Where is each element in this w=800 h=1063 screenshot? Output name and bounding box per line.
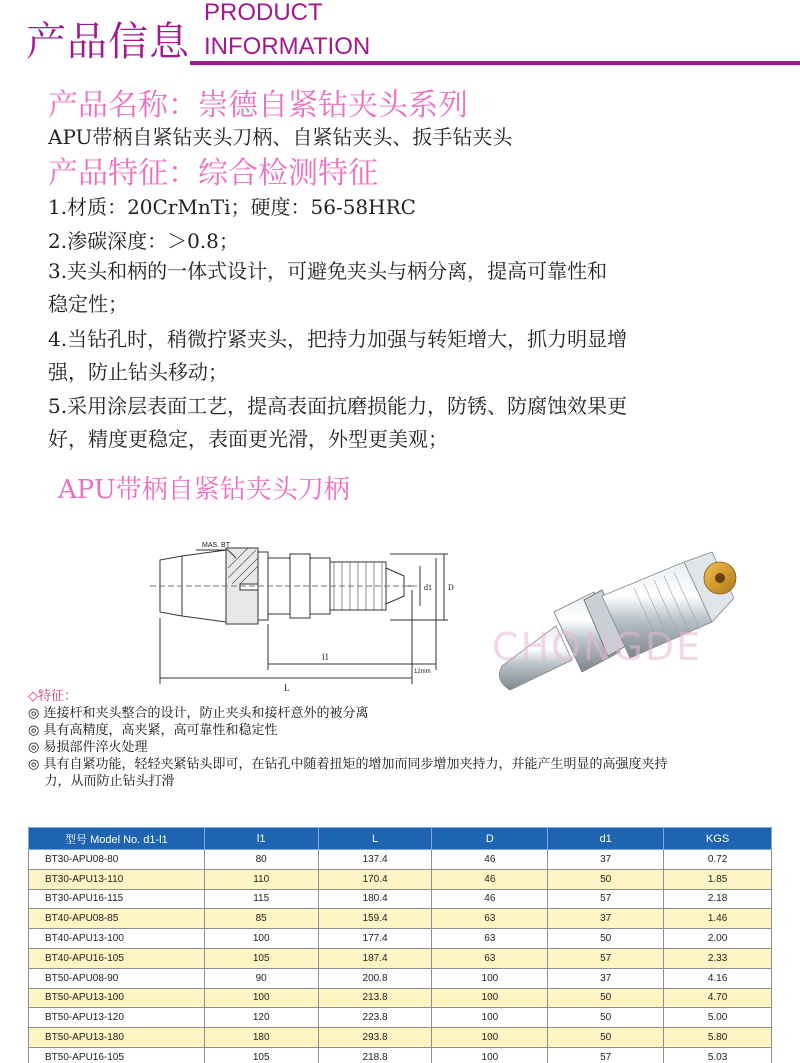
l1-label: l1 [322,652,330,662]
column-header-kgs: KGS [664,828,772,850]
table-row [29,889,772,909]
column-header-d: D [432,828,548,850]
cell-d1: 50 [548,869,664,889]
mm-label: 12mm [414,669,431,675]
header-title-en-line1: PRODUCT [204,0,323,26]
table-row [29,948,772,968]
table-row [29,850,772,870]
cell-l: 213.8 [318,988,432,1008]
cell-l: 187.4 [318,948,432,968]
spec-feature-item: ◎ 易损部件淬火处理 [28,740,148,755]
table-row [29,968,772,988]
table-row [29,1008,772,1028]
cell-model: BT30-APU08-80 [29,850,205,870]
cell-model: BT50-APU13-120 [29,1008,205,1028]
cell-model: BT50-APU13-180 [29,1028,205,1048]
cell-kgs: 5.80 [664,1028,772,1048]
feature-line: 稳定性； [48,292,128,316]
cell-l1: 115 [204,889,318,909]
cell-d1: 50 [548,988,664,1008]
cell-l1: 90 [204,968,318,988]
cell-l: 159.4 [318,909,432,929]
cell-l1: 85 [204,909,318,929]
spec-feature-item: 力，从而防止钻头打滑 [28,774,175,789]
table-row [29,1047,772,1063]
cell-d: 46 [432,850,548,870]
cell-model: BT50-APU08-90 [29,968,205,988]
d-label: D [448,583,454,592]
cell-d1: 50 [548,929,664,949]
feature-line: 2.渗碳深度：＞0.8； [48,229,239,253]
spec-feature-item: ◎ 具有高精度，高夹紧，高可靠性和稳定性 [28,723,278,738]
cell-d: 46 [432,889,548,909]
cell-kgs: 0.72 [664,850,772,870]
cell-d1: 57 [548,889,664,909]
cell-d1: 50 [548,1028,664,1048]
cell-d1: 57 [548,948,664,968]
cell-d: 63 [432,929,548,949]
cell-d: 100 [432,1047,548,1063]
cell-model: BT30-APU16-115 [29,889,205,909]
cell-kgs: 2.18 [664,889,772,909]
cell-l: 293.8 [318,1028,432,1048]
cell-model: BT40-APU16-105 [29,948,205,968]
column-header-l: L [318,828,432,850]
section-title: APU带柄自紧钻夹头刀柄 [58,475,350,505]
cell-l1: 110 [204,869,318,889]
cell-l: 200.8 [318,968,432,988]
cell-kgs: 2.33 [664,948,772,968]
feature-line: 好，精度更稳定，表面更光滑，外型更美观； [48,427,448,451]
feature-line: 1.材质：20CrMnTi；硬度：56-58HRC [48,195,416,219]
cell-l: 170.4 [318,869,432,889]
spec-feature-item: ◎ 连接杆和夹头整合的设计，防止夹头和接杆意外的被分离 [28,706,369,721]
cell-model: BT40-APU08-85 [29,909,205,929]
cell-kgs: 2.00 [664,929,772,949]
product-name-heading: 产品名称：崇德自紧钻夹头系列 [48,88,468,123]
cell-d1: 37 [548,909,664,929]
table-row [29,1028,772,1048]
cell-d1: 50 [548,1008,664,1028]
cell-d: 100 [432,1008,548,1028]
cell-d: 100 [432,1028,548,1048]
cell-l: 223.8 [318,1008,432,1028]
cell-l1: 180 [204,1028,318,1048]
l-label: L [284,683,290,693]
column-header-l1: l1 [204,828,318,850]
cell-kgs: 4.16 [664,968,772,988]
cell-d: 46 [432,869,548,889]
column-header-d1: d1 [548,828,664,850]
product-name-subline: APU带柄自紧钻夹头刀柄、自紧钻夹头、扳手钻夹头 [48,125,513,149]
cell-d: 63 [432,909,548,929]
d1-label: d1 [424,583,432,592]
page-header [0,0,800,72]
cell-kgs: 5.00 [664,1008,772,1028]
cell-model: BT30-APU13-110 [29,869,205,889]
header-title-cn: 产品信息 [26,19,190,65]
feature-line: 3.夹头和柄的一体式设计，可避免夹头与柄分离，提高可靠性和 [48,259,608,283]
cell-model: BT50-APU13-100 [29,988,205,1008]
feature-line: 强，防止钻头移动； [48,360,228,384]
cell-l1: 100 [204,929,318,949]
cell-l1: 105 [204,1047,318,1063]
product-features-heading: 产品特征：综合检测特征 [48,156,378,191]
table-row [29,869,772,889]
table-row [29,929,772,949]
cell-kgs: 1.85 [664,869,772,889]
cell-l: 218.8 [318,1047,432,1063]
cell-l: 137.4 [318,850,432,870]
cell-d1: 37 [548,850,664,870]
table-row [29,988,772,1008]
cell-d1: 57 [548,1047,664,1063]
table-header-row [29,828,772,850]
spec-features [28,688,800,790]
cell-model: BT50-APU16-105 [29,1047,205,1063]
table-row [29,909,772,929]
cell-d: 63 [432,948,548,968]
cell-d: 100 [432,968,548,988]
cell-l: 180.4 [318,889,432,909]
feature-line: 5.采用涂层表面工艺，提高表面抗磨损能力，防锈、防腐蚀效果更 [48,394,628,418]
cell-l1: 100 [204,988,318,1008]
header-title-en-line2: INFORMATION [204,33,371,60]
column-header-model: 型号 Model No. d1-l1 [29,828,205,850]
cell-l: 177.4 [318,929,432,949]
cell-model: BT40-APU13-100 [29,929,205,949]
spec-table [28,827,772,1063]
spec-features-title: ◇特征： [28,689,77,704]
header-underline [190,61,800,65]
spec-feature-item: ◎ 具有自紧功能，轻轻夹紧钻头即可，在钻孔中随着扭矩的增加而同步增加夹持力，并能产生明显的高强度夹持 [28,757,668,772]
cell-l1: 105 [204,948,318,968]
cell-kgs: 1.46 [664,909,772,929]
cell-d1: 37 [548,968,664,988]
feature-line: 4.当钻孔时，稍微拧紧夹头，把持力加强与转矩增大，抓力明显增 [48,327,628,351]
cell-d: 100 [432,988,548,1008]
mas-label: MAS. BT [202,542,231,549]
cell-kgs: 5.03 [664,1047,772,1063]
cell-l1: 80 [204,850,318,870]
cell-l1: 120 [204,1008,318,1028]
cell-kgs: 4.70 [664,988,772,1008]
watermark-text: CHONGDE [492,625,703,669]
